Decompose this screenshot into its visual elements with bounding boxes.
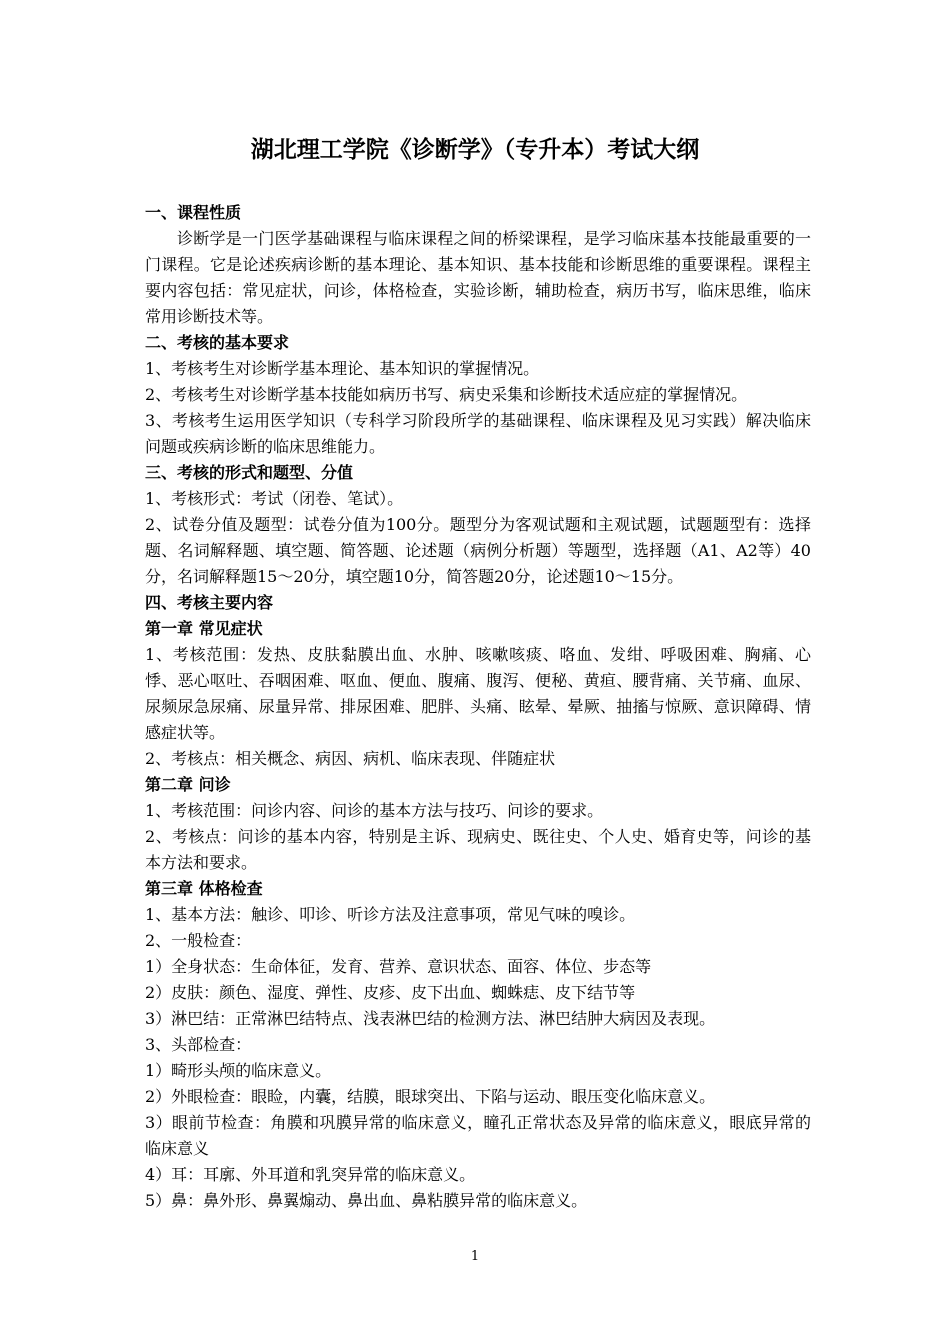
chapter-heading-inquiry: 第二章 问诊 (145, 775, 231, 794)
paragraph: 1、基本方法：触诊、叩诊、听诊方法及注意事项，常见气味的嗅诊。 (145, 905, 636, 924)
section-heading-content: 四、考核主要内容 (145, 593, 274, 612)
paragraph: 2、考核点：问诊的基本内容，特别是主诉、现病史、既往史、个人史、婚育史等，问诊的基本方法和要求。 (145, 827, 811, 872)
section-heading-format: 三、考核的形式和题型、分值 (145, 463, 354, 482)
page-number: 1 (470, 1249, 480, 1264)
document-title: 湖北理工学院《诊断学》（专升本）考试大纲 (250, 137, 700, 163)
paragraph: 3）眼前节检查：角膜和巩膜异常的临床意义，瞳孔正常状态及异常的临床意义，眼底异常的临床意义 (145, 1113, 811, 1158)
paragraph: 2、试卷分值及题型：试卷分值为100分。题型分为客观试题和主观试题，试题题型有：选择题、名词解释题、填空题、简答题、论述题（病例分析题）等题型，选择题（A1、A2等）40分，名词解释题15～20分，填空题10分，简答题20分，论述题10～15分。 (145, 515, 811, 586)
section-heading-course-nature: 一、课程性质 (145, 203, 242, 222)
paragraph: 1、考核范围：发热、皮肤黏膜出血、水肿、咳嗽咳痰、咯血、发绀、呼吸困难、胸痛、心悸、恶心呕吐、吞咽困难、呕血、便血、腹痛、腹泻、便秘、黄疸、腰背痛、关节痛、血尿、尿频尿急尿痛、尿量异常、排尿困难、肥胖、头痛、眩晕、晕厥、抽搐与惊厥、意识障碍、情感症状等。 (145, 645, 811, 742)
paragraph: 2）皮肤：颜色、湿度、弹性、皮疹、皮下出血、蜘蛛痣、皮下结节等 (145, 983, 636, 1002)
paragraph: 2、一般检查： (145, 931, 252, 950)
paragraph: 1、考核考生对诊断学基本理论、基本知识的掌握情况。 (145, 359, 540, 378)
paragraph: 1）畸形头颅的临床意义。 (145, 1061, 332, 1080)
document-body (145, 200, 811, 1214)
paragraph: 3、头部检查： (145, 1035, 252, 1054)
paragraph: 5）鼻：鼻外形、鼻翼煽动、鼻出血、鼻粘膜异常的临床意义。 (145, 1191, 588, 1210)
paragraph: 2、考核点：相关概念、病因、病机、临床表现、伴随症状 (145, 749, 556, 768)
paragraph: 3）淋巴结：正常淋巴结特点、浅表淋巴结的检测方法、淋巴结肿大病因及表现。 (145, 1009, 716, 1028)
paragraph: 2、考核考生对诊断学基本技能如病历书写、病史采集和诊断技术适应症的掌握情况。 (145, 385, 748, 404)
section-heading-requirements: 二、考核的基本要求 (145, 333, 290, 352)
chapter-heading-symptoms: 第一章 常见症状 (145, 619, 263, 638)
paragraph: 1、考核范围：问诊内容、问诊的基本方法与技巧、问诊的要求。 (145, 801, 604, 820)
paragraph: 3、考核考生运用医学知识（专科学习阶段所学的基础课程、临床课程及见习实践）解决临床问题或疾病诊断的临床思维能力。 (145, 411, 811, 456)
paragraph: 1、考核形式：考试（闭卷、笔试）。 (145, 489, 404, 508)
paragraph: 1）全身状态：生命体征，发育、营养、意识状态、面容、体位、步态等 (145, 957, 652, 976)
paragraph: 2）外眼检查：眼睑，内囊，结膜，眼球突出、下陷与运动、眼压变化临床意义。 (145, 1087, 716, 1106)
chapter-heading-physical-exam: 第三章 体格检查 (145, 879, 263, 898)
paragraph: 4）耳：耳廓、外耳道和乳突异常的临床意义。 (145, 1165, 476, 1184)
paragraph: 诊断学是一门医学基础课程与临床课程之间的桥梁课程，是学习临床基本技能最重要的一门课程。它是论述疾病诊断的基本理论、基本知识、基本技能和诊断思维的重要课程。课程主要内容包括：常见症状，问诊，体格检查，实验诊断，辅助检查，病历书写，临床思维，临床常用诊断技术等。 (145, 229, 811, 326)
